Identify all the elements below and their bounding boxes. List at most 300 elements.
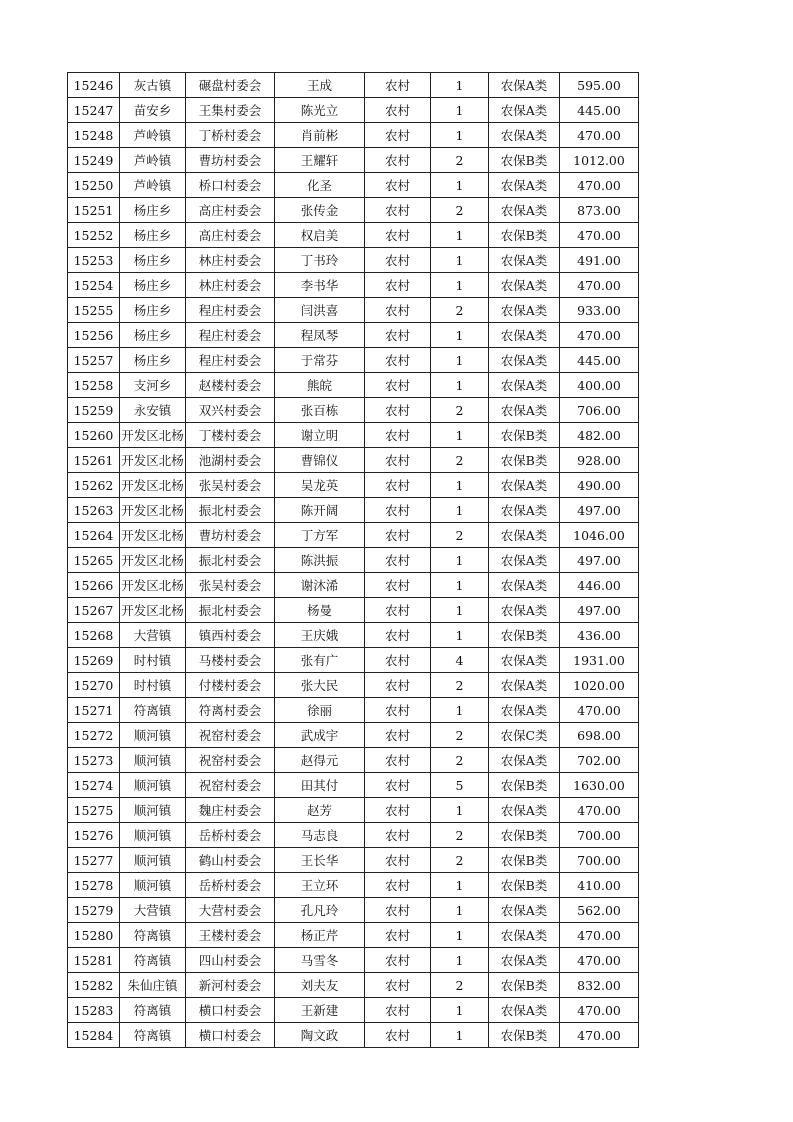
household-count-cell: 2 xyxy=(431,148,489,173)
village-committee-cell: 王集村委会 xyxy=(186,98,275,123)
table-row xyxy=(68,973,639,998)
name-cell: 王成 xyxy=(275,73,365,98)
category-cell: 农保A类 xyxy=(489,198,560,223)
table-row xyxy=(68,873,639,898)
household-count-cell: 2 xyxy=(431,198,489,223)
table-row xyxy=(68,448,639,473)
village-committee-cell: 林庄村委会 xyxy=(186,273,275,298)
record-id-cell: 15280 xyxy=(68,923,120,948)
category-cell: 农保A类 xyxy=(489,948,560,973)
record-id-cell: 15259 xyxy=(68,398,120,423)
amount-cell: 497.00 xyxy=(560,548,639,573)
record-id-cell: 15255 xyxy=(68,298,120,323)
town-cell: 开发区北杨 xyxy=(120,573,186,598)
name-cell: 曹锦仪 xyxy=(275,448,365,473)
amount-cell: 470.00 xyxy=(560,223,639,248)
village-committee-cell: 张吴村委会 xyxy=(186,473,275,498)
record-id-cell: 15256 xyxy=(68,323,120,348)
area-type-cell: 农村 xyxy=(365,498,431,523)
household-count-cell: 1 xyxy=(431,798,489,823)
village-committee-cell: 新河村委会 xyxy=(186,973,275,998)
table-row xyxy=(68,923,639,948)
table-row xyxy=(68,273,639,298)
area-type-cell: 农村 xyxy=(365,973,431,998)
household-count-cell: 2 xyxy=(431,848,489,873)
name-cell: 张传金 xyxy=(275,198,365,223)
record-id-cell: 15260 xyxy=(68,423,120,448)
table-row xyxy=(68,548,639,573)
town-cell: 大营镇 xyxy=(120,623,186,648)
area-type-cell: 农村 xyxy=(365,823,431,848)
household-count-cell: 1 xyxy=(431,323,489,348)
town-cell: 杨庄乡 xyxy=(120,273,186,298)
household-count-cell: 1 xyxy=(431,473,489,498)
record-id-cell: 15283 xyxy=(68,998,120,1023)
area-type-cell: 农村 xyxy=(365,348,431,373)
record-id-cell: 15266 xyxy=(68,573,120,598)
village-committee-cell: 付楼村委会 xyxy=(186,673,275,698)
category-cell: 农保B类 xyxy=(489,848,560,873)
household-count-cell: 1 xyxy=(431,73,489,98)
table-row xyxy=(68,648,639,673)
area-type-cell: 农村 xyxy=(365,98,431,123)
record-id-cell: 15247 xyxy=(68,98,120,123)
town-cell: 杨庄乡 xyxy=(120,348,186,373)
village-committee-cell: 桥口村委会 xyxy=(186,173,275,198)
category-cell: 农保B类 xyxy=(489,823,560,848)
town-cell: 开发区北杨 xyxy=(120,498,186,523)
town-cell: 朱仙庄镇 xyxy=(120,973,186,998)
village-committee-cell: 曹坊村委会 xyxy=(186,148,275,173)
household-count-cell: 1 xyxy=(431,123,489,148)
name-cell: 马雪冬 xyxy=(275,948,365,973)
table-row xyxy=(68,348,639,373)
area-type-cell: 农村 xyxy=(365,648,431,673)
area-type-cell: 农村 xyxy=(365,148,431,173)
name-cell: 王庆娥 xyxy=(275,623,365,648)
village-committee-cell: 魏庄村委会 xyxy=(186,798,275,823)
area-type-cell: 农村 xyxy=(365,273,431,298)
table-row xyxy=(68,323,639,348)
village-committee-cell: 马楼村委会 xyxy=(186,648,275,673)
area-type-cell: 农村 xyxy=(365,448,431,473)
amount-cell: 470.00 xyxy=(560,173,639,198)
area-type-cell: 农村 xyxy=(365,548,431,573)
household-count-cell: 1 xyxy=(431,348,489,373)
area-type-cell: 农村 xyxy=(365,248,431,273)
town-cell: 顺河镇 xyxy=(120,748,186,773)
town-cell: 杨庄乡 xyxy=(120,298,186,323)
amount-cell: 400.00 xyxy=(560,373,639,398)
table-row xyxy=(68,948,639,973)
table-row xyxy=(68,198,639,223)
table-row xyxy=(68,298,639,323)
town-cell: 开发区北杨 xyxy=(120,523,186,548)
table-row xyxy=(68,148,639,173)
area-type-cell: 农村 xyxy=(365,523,431,548)
amount-cell: 470.00 xyxy=(560,323,639,348)
area-type-cell: 农村 xyxy=(365,848,431,873)
town-cell: 杨庄乡 xyxy=(120,223,186,248)
category-cell: 农保B类 xyxy=(489,773,560,798)
area-type-cell: 农村 xyxy=(365,773,431,798)
village-committee-cell: 程庄村委会 xyxy=(186,298,275,323)
amount-cell: 470.00 xyxy=(560,998,639,1023)
amount-cell: 698.00 xyxy=(560,723,639,748)
household-count-cell: 1 xyxy=(431,948,489,973)
name-cell: 田其付 xyxy=(275,773,365,798)
table-row xyxy=(68,848,639,873)
town-cell: 杨庄乡 xyxy=(120,198,186,223)
record-id-cell: 15272 xyxy=(68,723,120,748)
record-id-cell: 15265 xyxy=(68,548,120,573)
record-id-cell: 15278 xyxy=(68,873,120,898)
amount-cell: 470.00 xyxy=(560,948,639,973)
amount-cell: 562.00 xyxy=(560,898,639,923)
record-id-cell: 15246 xyxy=(68,73,120,98)
name-cell: 肖前彬 xyxy=(275,123,365,148)
category-cell: 农保B类 xyxy=(489,973,560,998)
amount-cell: 491.00 xyxy=(560,248,639,273)
village-committee-cell: 曹坊村委会 xyxy=(186,523,275,548)
area-type-cell: 农村 xyxy=(365,198,431,223)
town-cell: 符离镇 xyxy=(120,948,186,973)
amount-cell: 482.00 xyxy=(560,423,639,448)
table-row xyxy=(68,523,639,548)
record-id-cell: 15275 xyxy=(68,798,120,823)
household-count-cell: 1 xyxy=(431,998,489,1023)
table-row xyxy=(68,773,639,798)
amount-cell: 700.00 xyxy=(560,823,639,848)
name-cell: 谢立明 xyxy=(275,423,365,448)
household-count-cell: 1 xyxy=(431,223,489,248)
category-cell: 农保A类 xyxy=(489,748,560,773)
amount-cell: 470.00 xyxy=(560,923,639,948)
town-cell: 时村镇 xyxy=(120,648,186,673)
name-cell: 杨曼 xyxy=(275,598,365,623)
category-cell: 农保A类 xyxy=(489,473,560,498)
amount-cell: 928.00 xyxy=(560,448,639,473)
category-cell: 农保A类 xyxy=(489,648,560,673)
town-cell: 大营镇 xyxy=(120,898,186,923)
amount-cell: 1046.00 xyxy=(560,523,639,548)
town-cell: 顺河镇 xyxy=(120,873,186,898)
village-committee-cell: 四山村委会 xyxy=(186,948,275,973)
town-cell: 苗安乡 xyxy=(120,98,186,123)
area-type-cell: 农村 xyxy=(365,698,431,723)
village-committee-cell: 祝窑村委会 xyxy=(186,723,275,748)
record-id-cell: 15271 xyxy=(68,698,120,723)
amount-cell: 470.00 xyxy=(560,1023,639,1048)
name-cell: 丁书玲 xyxy=(275,248,365,273)
amount-cell: 933.00 xyxy=(560,298,639,323)
village-committee-cell: 大营村委会 xyxy=(186,898,275,923)
table-row xyxy=(68,698,639,723)
name-cell: 王立环 xyxy=(275,873,365,898)
town-cell: 杨庄乡 xyxy=(120,248,186,273)
town-cell: 开发区北杨 xyxy=(120,423,186,448)
category-cell: 农保B类 xyxy=(489,423,560,448)
village-committee-cell: 镇西村委会 xyxy=(186,623,275,648)
category-cell: 农保A类 xyxy=(489,298,560,323)
amount-cell: 1020.00 xyxy=(560,673,639,698)
amount-cell: 470.00 xyxy=(560,273,639,298)
category-cell: 农保A类 xyxy=(489,923,560,948)
area-type-cell: 农村 xyxy=(365,923,431,948)
category-cell: 农保A类 xyxy=(489,373,560,398)
amount-cell: 445.00 xyxy=(560,98,639,123)
table-row xyxy=(68,123,639,148)
table-row xyxy=(68,723,639,748)
amount-cell: 470.00 xyxy=(560,798,639,823)
name-cell: 化圣 xyxy=(275,173,365,198)
table-row xyxy=(68,248,639,273)
category-cell: 农保A类 xyxy=(489,398,560,423)
household-count-cell: 2 xyxy=(431,673,489,698)
amount-cell: 410.00 xyxy=(560,873,639,898)
name-cell: 马志良 xyxy=(275,823,365,848)
name-cell: 王长华 xyxy=(275,848,365,873)
village-committee-cell: 横口村委会 xyxy=(186,998,275,1023)
name-cell: 刘夫友 xyxy=(275,973,365,998)
town-cell: 芦岭镇 xyxy=(120,173,186,198)
name-cell: 程凤琴 xyxy=(275,323,365,348)
amount-cell: 1630.00 xyxy=(560,773,639,798)
table-row xyxy=(68,173,639,198)
record-id-cell: 15284 xyxy=(68,1023,120,1048)
table-row xyxy=(68,998,639,1023)
town-cell: 顺河镇 xyxy=(120,723,186,748)
record-id-cell: 15282 xyxy=(68,973,120,998)
town-cell: 开发区北杨 xyxy=(120,548,186,573)
name-cell: 赵得元 xyxy=(275,748,365,773)
amount-cell: 832.00 xyxy=(560,973,639,998)
record-id-cell: 15277 xyxy=(68,848,120,873)
category-cell: 农保B类 xyxy=(489,1023,560,1048)
village-committee-cell: 横口村委会 xyxy=(186,1023,275,1048)
amount-cell: 436.00 xyxy=(560,623,639,648)
records-table-wrapper xyxy=(67,72,639,1048)
area-type-cell: 农村 xyxy=(365,173,431,198)
category-cell: 农保A类 xyxy=(489,173,560,198)
table-row xyxy=(68,823,639,848)
area-type-cell: 农村 xyxy=(365,1023,431,1048)
category-cell: 农保A类 xyxy=(489,798,560,823)
household-count-cell: 1 xyxy=(431,623,489,648)
area-type-cell: 农村 xyxy=(365,123,431,148)
household-count-cell: 1 xyxy=(431,98,489,123)
village-committee-cell: 祝窑村委会 xyxy=(186,773,275,798)
village-committee-cell: 赵楼村委会 xyxy=(186,373,275,398)
table-row xyxy=(68,898,639,923)
category-cell: 农保A类 xyxy=(489,548,560,573)
category-cell: 农保A类 xyxy=(489,498,560,523)
village-committee-cell: 振北村委会 xyxy=(186,548,275,573)
area-type-cell: 农村 xyxy=(365,598,431,623)
record-id-cell: 15250 xyxy=(68,173,120,198)
name-cell: 陈光立 xyxy=(275,98,365,123)
table-row xyxy=(68,1023,639,1048)
category-cell: 农保A类 xyxy=(489,698,560,723)
household-count-cell: 1 xyxy=(431,923,489,948)
table-row xyxy=(68,473,639,498)
area-type-cell: 农村 xyxy=(365,323,431,348)
household-count-cell: 2 xyxy=(431,723,489,748)
town-cell: 符离镇 xyxy=(120,998,186,1023)
name-cell: 赵芳 xyxy=(275,798,365,823)
town-cell: 符离镇 xyxy=(120,923,186,948)
village-committee-cell: 鹤山村委会 xyxy=(186,848,275,873)
household-count-cell: 5 xyxy=(431,773,489,798)
town-cell: 开发区北杨 xyxy=(120,473,186,498)
category-cell: 农保A类 xyxy=(489,98,560,123)
table-row xyxy=(68,73,639,98)
town-cell: 杨庄乡 xyxy=(120,323,186,348)
household-count-cell: 1 xyxy=(431,1023,489,1048)
name-cell: 张有广 xyxy=(275,648,365,673)
household-count-cell: 2 xyxy=(431,298,489,323)
household-count-cell: 2 xyxy=(431,748,489,773)
record-id-cell: 15254 xyxy=(68,273,120,298)
name-cell: 王耀轩 xyxy=(275,148,365,173)
category-cell: 农保B类 xyxy=(489,448,560,473)
record-id-cell: 15269 xyxy=(68,648,120,673)
amount-cell: 470.00 xyxy=(560,698,639,723)
amount-cell: 595.00 xyxy=(560,73,639,98)
category-cell: 农保C类 xyxy=(489,723,560,748)
category-cell: 农保A类 xyxy=(489,573,560,598)
records-table-body xyxy=(68,73,639,1048)
town-cell: 开发区北杨 xyxy=(120,598,186,623)
village-committee-cell: 池湖村委会 xyxy=(186,448,275,473)
record-id-cell: 15264 xyxy=(68,523,120,548)
amount-cell: 497.00 xyxy=(560,498,639,523)
record-id-cell: 15249 xyxy=(68,148,120,173)
town-cell: 灰古镇 xyxy=(120,73,186,98)
amount-cell: 446.00 xyxy=(560,573,639,598)
record-id-cell: 15274 xyxy=(68,773,120,798)
household-count-cell: 2 xyxy=(431,973,489,998)
record-id-cell: 15281 xyxy=(68,948,120,973)
category-cell: 农保A类 xyxy=(489,673,560,698)
category-cell: 农保A类 xyxy=(489,273,560,298)
table-row xyxy=(68,223,639,248)
name-cell: 杨正芹 xyxy=(275,923,365,948)
village-committee-cell: 高庄村委会 xyxy=(186,198,275,223)
household-count-cell: 2 xyxy=(431,523,489,548)
household-count-cell: 1 xyxy=(431,898,489,923)
village-committee-cell: 振北村委会 xyxy=(186,498,275,523)
village-committee-cell: 双兴村委会 xyxy=(186,398,275,423)
village-committee-cell: 振北村委会 xyxy=(186,598,275,623)
town-cell: 时村镇 xyxy=(120,673,186,698)
category-cell: 农保B类 xyxy=(489,873,560,898)
record-id-cell: 15252 xyxy=(68,223,120,248)
record-id-cell: 15258 xyxy=(68,373,120,398)
household-count-cell: 2 xyxy=(431,448,489,473)
area-type-cell: 农村 xyxy=(365,223,431,248)
area-type-cell: 农村 xyxy=(365,423,431,448)
table-row xyxy=(68,98,639,123)
record-id-cell: 15261 xyxy=(68,448,120,473)
category-cell: 农保A类 xyxy=(489,123,560,148)
village-committee-cell: 林庄村委会 xyxy=(186,248,275,273)
area-type-cell: 农村 xyxy=(365,623,431,648)
amount-cell: 490.00 xyxy=(560,473,639,498)
name-cell: 丁方军 xyxy=(275,523,365,548)
village-committee-cell: 岳桥村委会 xyxy=(186,823,275,848)
table-row xyxy=(68,748,639,773)
category-cell: 农保A类 xyxy=(489,998,560,1023)
household-count-cell: 1 xyxy=(431,873,489,898)
table-row xyxy=(68,798,639,823)
category-cell: 农保A类 xyxy=(489,898,560,923)
category-cell: 农保A类 xyxy=(489,348,560,373)
village-committee-cell: 张吴村委会 xyxy=(186,573,275,598)
table-row xyxy=(68,373,639,398)
table-row xyxy=(68,398,639,423)
records-table xyxy=(67,72,639,1048)
name-cell: 李书华 xyxy=(275,273,365,298)
category-cell: 农保B类 xyxy=(489,623,560,648)
village-committee-cell: 程庄村委会 xyxy=(186,323,275,348)
record-id-cell: 15279 xyxy=(68,898,120,923)
town-cell: 符离镇 xyxy=(120,698,186,723)
category-cell: 农保A类 xyxy=(489,323,560,348)
village-committee-cell: 王楼村委会 xyxy=(186,923,275,948)
town-cell: 顺河镇 xyxy=(120,848,186,873)
town-cell: 顺河镇 xyxy=(120,823,186,848)
amount-cell: 873.00 xyxy=(560,198,639,223)
town-cell: 顺河镇 xyxy=(120,798,186,823)
category-cell: 农保A类 xyxy=(489,73,560,98)
category-cell: 农保B类 xyxy=(489,148,560,173)
area-type-cell: 农村 xyxy=(365,473,431,498)
household-count-cell: 1 xyxy=(431,423,489,448)
name-cell: 谢沐浠 xyxy=(275,573,365,598)
area-type-cell: 农村 xyxy=(365,798,431,823)
table-row xyxy=(68,623,639,648)
table-row xyxy=(68,598,639,623)
town-cell: 支河乡 xyxy=(120,373,186,398)
area-type-cell: 农村 xyxy=(365,73,431,98)
name-cell: 武成宇 xyxy=(275,723,365,748)
household-count-cell: 1 xyxy=(431,373,489,398)
name-cell: 陶文政 xyxy=(275,1023,365,1048)
household-count-cell: 1 xyxy=(431,698,489,723)
record-id-cell: 15268 xyxy=(68,623,120,648)
household-count-cell: 1 xyxy=(431,273,489,298)
household-count-cell: 2 xyxy=(431,823,489,848)
record-id-cell: 15248 xyxy=(68,123,120,148)
amount-cell: 497.00 xyxy=(560,598,639,623)
town-cell: 芦岭镇 xyxy=(120,123,186,148)
village-committee-cell: 碾盘村委会 xyxy=(186,73,275,98)
village-committee-cell: 岳桥村委会 xyxy=(186,873,275,898)
record-id-cell: 15267 xyxy=(68,598,120,623)
village-committee-cell: 丁楼村委会 xyxy=(186,423,275,448)
household-count-cell: 1 xyxy=(431,248,489,273)
amount-cell: 1931.00 xyxy=(560,648,639,673)
name-cell: 权启美 xyxy=(275,223,365,248)
area-type-cell: 农村 xyxy=(365,723,431,748)
record-id-cell: 15276 xyxy=(68,823,120,848)
category-cell: 农保A类 xyxy=(489,523,560,548)
town-cell: 永安镇 xyxy=(120,398,186,423)
town-cell: 开发区北杨 xyxy=(120,448,186,473)
village-committee-cell: 程庄村委会 xyxy=(186,348,275,373)
household-count-cell: 2 xyxy=(431,398,489,423)
